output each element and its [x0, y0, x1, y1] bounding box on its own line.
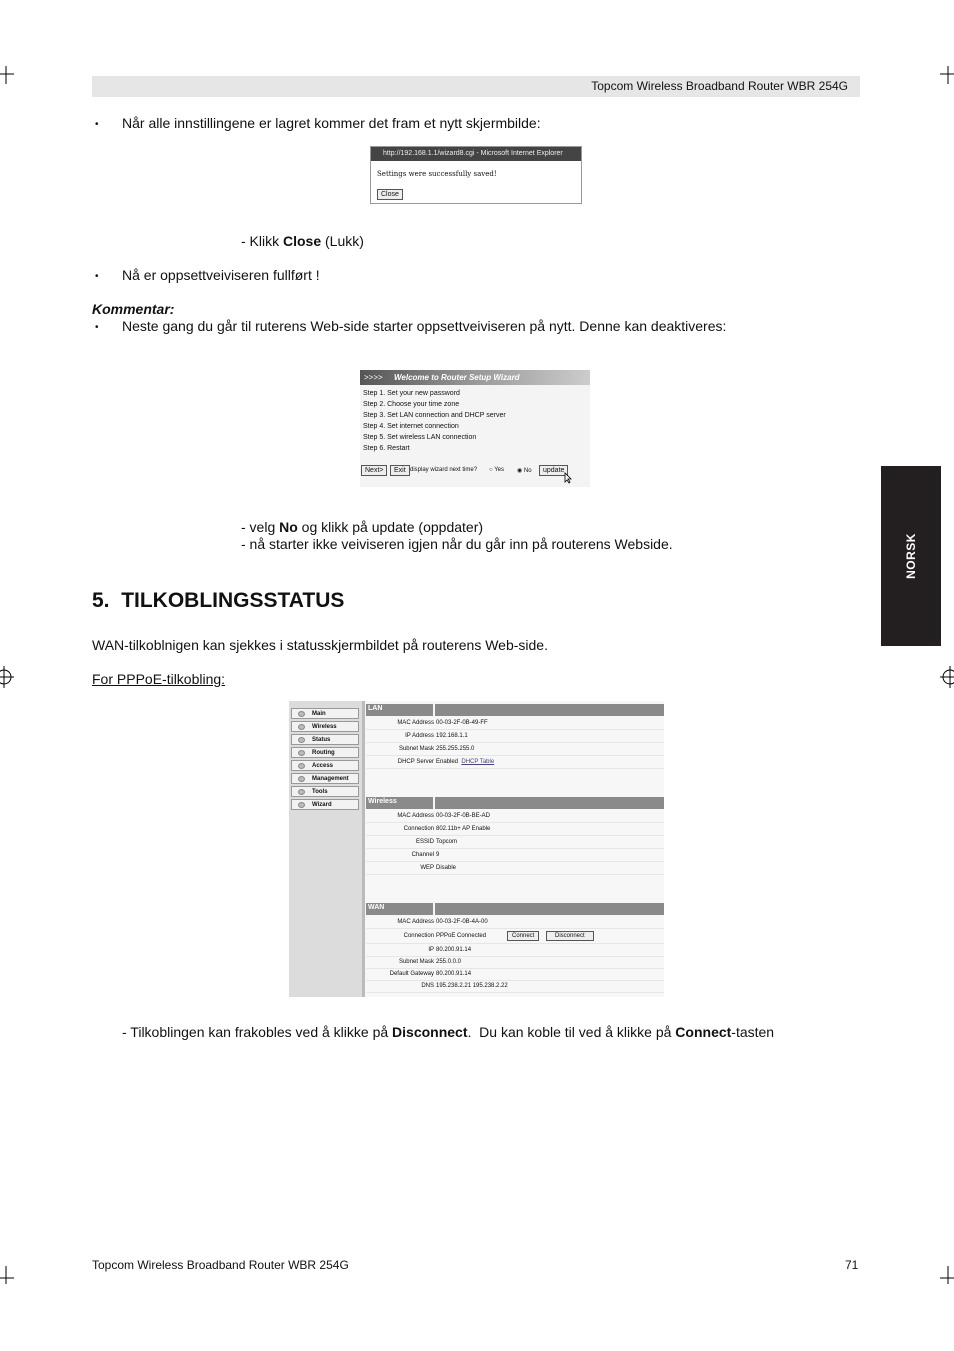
page-number: 71	[845, 1258, 859, 1272]
registration-mark-right	[938, 664, 954, 690]
status-row	[366, 743, 664, 756]
menu-bullet-icon	[298, 776, 305, 782]
wizard-step: Step 2. Choose your time zone	[363, 401, 460, 408]
ie-titlebar: http://192.168.1.1/wizard8.cgi - Microsoft Internet Explorer	[371, 147, 581, 161]
menu-item-status[interactable]	[291, 734, 359, 745]
row-key: IP Address	[405, 733, 434, 739]
instruction-click-close	[241, 233, 364, 250]
row-value: 80.200.91.14	[436, 947, 472, 953]
saved-message: Settings were successfully saved!	[377, 170, 497, 178]
menu-bullet-icon	[298, 711, 305, 717]
next-button[interactable]: Next>	[361, 465, 387, 476]
section-number: 5.	[92, 589, 110, 612]
menu-item-access[interactable]	[291, 760, 359, 771]
status-row	[366, 756, 664, 769]
section-title: Wireless	[368, 798, 397, 805]
wizard-question: display wizard next time?	[410, 467, 478, 473]
row-key: IP	[428, 947, 434, 953]
instruction-suffix: (Lukk)	[321, 233, 364, 249]
instruction-suffix: og klikk på update (oppdater)	[297, 519, 484, 535]
note-bold: Disconnect	[392, 1024, 468, 1040]
instruction-prefix: - Klikk	[241, 233, 283, 249]
row-value: 195.238.2.21 195.238.2.22	[436, 983, 508, 989]
wizard-titlebar	[360, 370, 590, 385]
note-part: -tasten	[731, 1024, 775, 1040]
row-key: DNS	[421, 983, 434, 989]
menu-item-label: Management	[312, 776, 349, 782]
note-part: - Tilkoblingen kan frakobles ved å klikke på	[122, 1024, 393, 1040]
menu-bullet-icon	[298, 737, 305, 743]
row-key: ESSID	[415, 839, 434, 845]
wizard-step: Step 6. Restart	[363, 445, 410, 452]
wizard-prompt-chars: >>>>	[364, 373, 383, 382]
row-value: Disable	[436, 865, 457, 871]
language-tab-label: NORSK	[904, 533, 918, 579]
dhcp-table-link[interactable]: DHCP Table	[461, 759, 495, 765]
mouse-cursor-icon	[564, 472, 572, 484]
instruction-prefix: - velg	[241, 519, 280, 535]
status-row	[366, 836, 664, 849]
bullet-dot: •	[95, 271, 99, 282]
row-value: 00-03-2F-0B-49-FF	[436, 720, 488, 726]
instruction-no-wizard: - nå starter ikke veiviseren igjen når du går inn på routerens Webside.	[241, 536, 673, 552]
close-button[interactable]: Close	[377, 189, 403, 200]
status-row	[366, 980, 664, 993]
row-key: Default Gateway	[389, 971, 434, 977]
menu-item-tools[interactable]	[291, 786, 359, 797]
status-row	[366, 862, 664, 875]
row-value: Topcom	[436, 839, 458, 845]
bullet-dot: •	[95, 119, 99, 130]
status-row	[366, 823, 664, 836]
status-row	[366, 730, 664, 743]
menu-item-label: Wireless	[312, 724, 337, 730]
row-key: Subnet Mask	[398, 746, 434, 752]
comment-label: Kommentar:	[92, 301, 175, 317]
menu-bullet-icon	[298, 789, 305, 795]
dhcp-status: Enabled	[436, 759, 459, 765]
row-key: WEP	[420, 865, 434, 871]
menu-bullet-icon	[298, 724, 305, 730]
page-header	[92, 76, 860, 97]
row-value: 802.11b+ AP Enable	[436, 826, 491, 832]
menu-item-main[interactable]	[291, 708, 359, 719]
wizard-step: Step 5. Set wireless LAN connection	[363, 434, 477, 441]
instruction-select-no	[241, 519, 483, 536]
wizard-step: Step 1. Set your new password	[363, 390, 460, 397]
status-row	[366, 717, 664, 730]
crop-mark-top-right	[936, 62, 954, 86]
menu-bullet-icon	[298, 763, 305, 769]
radio-yes-label: Yes	[494, 467, 504, 473]
section-title: WAN	[368, 904, 385, 911]
disconnect-note	[122, 1024, 774, 1041]
wan-paragraph: WAN-tilkoblnigen kan sjekkes i statusskjermbildet på routerens Web-side.	[92, 637, 548, 653]
row-value: 255.0.0.0	[436, 959, 462, 965]
screenshot-settings-saved	[370, 146, 582, 204]
row-key: Subnet Mask	[398, 959, 434, 965]
row-value: PPPoE Connected	[436, 933, 487, 939]
menu-item-management[interactable]	[291, 773, 359, 784]
registration-mark-left	[0, 664, 16, 690]
menu-item-label: Wizard	[312, 802, 332, 808]
note-bold: Connect	[675, 1024, 732, 1040]
status-row	[366, 810, 664, 823]
menu-item-wireless[interactable]	[291, 721, 359, 732]
crop-mark-top-left	[0, 62, 18, 86]
status-row	[366, 916, 664, 929]
radio-yes[interactable]: ○ Yes	[489, 467, 504, 473]
menu-item-label: Main	[312, 711, 326, 717]
screenshot-setup-wizard	[360, 370, 590, 487]
screenshot-status-page	[289, 701, 664, 997]
row-value: 00-03-2F-0B-4A-00	[436, 919, 488, 925]
row-key: MAC Address	[397, 720, 434, 726]
section-title: TILKOBLINGSSTATUS	[121, 589, 345, 612]
section-wan	[366, 903, 664, 915]
radio-no-label: No	[523, 468, 532, 474]
section-title: LAN	[368, 705, 383, 712]
row-key: MAC Address	[397, 813, 434, 819]
row-key: MAC Address	[397, 919, 434, 925]
bullet-text-saved: Når alle innstillingene er lagret kommer det fram et nytt skjermbilde:	[122, 115, 541, 131]
bullet-dot: •	[95, 322, 99, 333]
router-menu	[289, 701, 365, 997]
note-part: . Du kan koble til ved å klikke på	[467, 1024, 676, 1040]
row-value: 80.200.91.14	[436, 971, 472, 977]
header-title: Topcom Wireless Broadband Router WBR 254G	[591, 79, 848, 93]
row-key: DHCP Server	[397, 759, 434, 765]
menu-bullet-icon	[298, 750, 305, 756]
wizard-title: Welcome to Router Setup Wizard	[394, 373, 520, 382]
row-key: Channel	[411, 852, 434, 858]
crop-mark-bottom-left	[0, 1264, 18, 1288]
row-value: 9	[436, 852, 440, 858]
exit-button[interactable]: Exit	[390, 465, 410, 476]
footer-title: Topcom Wireless Broadband Router WBR 254G	[92, 1258, 349, 1272]
menu-item-label: Routing	[312, 750, 335, 756]
row-key: Connection	[403, 933, 434, 939]
menu-bullet-icon	[298, 802, 305, 808]
row-value: 00-03-2F-0B-BE-AD	[436, 813, 491, 819]
language-tab	[881, 466, 941, 646]
wizard-step: Step 3. Set LAN connection and DHCP server	[363, 412, 506, 419]
update-button[interactable]: update	[539, 465, 568, 476]
section-heading	[92, 589, 344, 613]
menu-item-wizard[interactable]	[291, 799, 359, 810]
row-key: Connection	[403, 826, 434, 832]
status-row	[366, 930, 664, 944]
radio-no[interactable]: ◉ No	[517, 468, 532, 474]
instruction-bold: Close	[283, 233, 322, 249]
disconnect-button[interactable]: Disconnect	[546, 931, 594, 941]
row-value	[436, 756, 494, 768]
row-value: 192.168.1.1	[436, 733, 468, 739]
menu-item-label: Access	[312, 763, 334, 769]
wizard-step: Step 4. Set internet connection	[363, 423, 459, 430]
connect-button[interactable]: Connect	[507, 931, 539, 941]
menu-item-label: Status	[312, 737, 331, 743]
row-value: 255.255.255.0	[436, 746, 475, 752]
comment-text: Neste gang du går til ruterens Web-side starter oppsettveiviseren på nytt. Denne kan deaktiveres:	[122, 318, 727, 334]
section-wireless	[366, 797, 664, 809]
bullet-text-finished: Nå er oppsettveiviseren fullført !	[122, 267, 320, 283]
status-row	[366, 849, 664, 862]
section-lan	[366, 704, 664, 716]
pppoe-label: For PPPoE-tilkobling:	[92, 671, 226, 687]
instruction-bold: No	[279, 519, 298, 535]
menu-item-label: Tools	[312, 789, 328, 795]
crop-mark-bottom-right	[936, 1264, 954, 1288]
menu-item-routing[interactable]	[291, 747, 359, 758]
